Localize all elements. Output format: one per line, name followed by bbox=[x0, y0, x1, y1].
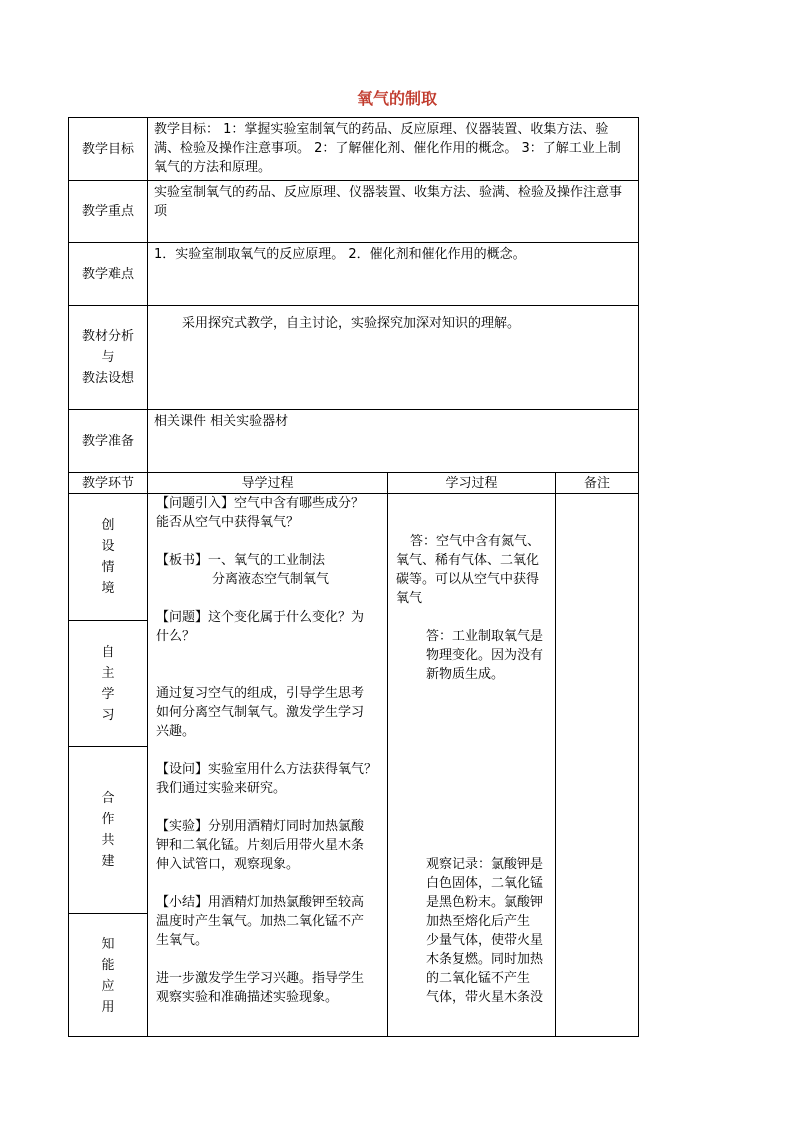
lesson-plan-table bbox=[68, 117, 639, 1037]
study-line: 答：工业制取氧气是 bbox=[426, 629, 544, 644]
study-line: 碳等。可以从空气中获得 bbox=[396, 572, 540, 587]
keypoints-label: 教学重点 bbox=[69, 181, 148, 243]
guide-line: 能否从空气中获得氧气？ bbox=[156, 515, 300, 530]
stage-collaborate: 合作共建 bbox=[69, 747, 147, 914]
header-stage: 教学环节 bbox=[69, 473, 148, 494]
study-cell bbox=[388, 494, 556, 1037]
guide-line: 我们通过实验来研究。 bbox=[156, 781, 287, 796]
guide-line: 进一步激发学生学习兴趣。指导学生 bbox=[156, 971, 365, 986]
objectives-text: 教学目标： 1：掌握实验室制氧气的药品、反应原理、仪器装置、收集方法、验满、检验及操作注意事项。 2：了解催化剂、催化作用的概念。 3：了解工业上制氧气的方法和原理。 bbox=[148, 118, 639, 181]
guide-line: 伸入试管口，观察现象。 bbox=[156, 857, 300, 872]
study-line: 观察记录：氯酸钾是 bbox=[426, 857, 544, 872]
study-line: 是黑色粉末。氯酸钾 bbox=[426, 895, 544, 910]
study-line: 新物质生成。 bbox=[426, 667, 505, 682]
analysis-label-line3: 教法设想 bbox=[81, 371, 134, 386]
objectives-label: 教学目标 bbox=[69, 118, 148, 181]
flow-header-row bbox=[69, 473, 639, 494]
keypoints-text: 实验室制氧气的药品、反应原理、仪器装置、收集方法、验满、检验及操作注意事项 bbox=[148, 181, 639, 243]
study-line: 答：空气中含有氮气、 bbox=[410, 534, 541, 549]
guide-line: 生氧气。 bbox=[156, 933, 209, 948]
guide-line: 兴趣。 bbox=[156, 724, 196, 739]
guide-line: 【小结】用酒精灯加热氯酸钾至较高 bbox=[156, 895, 365, 910]
difficulties-text: 1．实验室制取氧气的反应原理。 2．催化剂和催化作用的概念。 bbox=[148, 243, 639, 306]
header-study: 学习过程 bbox=[388, 473, 556, 494]
preparation-label: 教学准备 bbox=[69, 410, 148, 473]
preparation-text: 相关课件 相关实验器材 bbox=[148, 410, 639, 473]
difficulties-label: 教学难点 bbox=[69, 243, 148, 306]
study-line: 加热至熔化后产生 bbox=[426, 914, 531, 929]
flow-body-row bbox=[69, 494, 639, 1037]
difficulties-row bbox=[69, 243, 639, 306]
stage-apply: 知能应用 bbox=[101, 936, 115, 1015]
study-line: 白色固体，二氧化锰 bbox=[426, 876, 544, 891]
preparation-row bbox=[69, 410, 639, 473]
study-line: 氧气 bbox=[396, 591, 423, 606]
page-title: 氧气的制取 bbox=[356, 89, 437, 108]
study-line: 氧气、稀有气体、二氧化 bbox=[396, 553, 540, 568]
guide-line: 【实验】分别用酒精灯同时加热氯酸 bbox=[156, 819, 365, 834]
stage-self-study: 自主学习 bbox=[69, 621, 147, 747]
guide-line: 什么？ bbox=[156, 629, 196, 644]
note-cell bbox=[556, 494, 639, 1037]
guide-line: 温度时产生氧气。加热二氧化锰不产 bbox=[156, 914, 365, 929]
header-note: 备注 bbox=[556, 473, 639, 494]
guide-line: 【问题引入】空气中含有哪些成分？ bbox=[156, 496, 365, 511]
guide-line: 观察实验和准确描述实验现象。 bbox=[156, 990, 339, 1005]
guide-line: 【问题】这个变化属于什么变化？为 bbox=[156, 610, 365, 625]
study-line: 物理变化。因为没有 bbox=[426, 648, 544, 663]
analysis-text: 采用探究式教学，自主讨论，实验探究加深对知识的理解。 bbox=[148, 306, 639, 410]
objectives-row bbox=[69, 118, 639, 181]
study-line: 的二氧化锰不产生 bbox=[426, 971, 531, 986]
analysis-label-line2: 与 bbox=[101, 350, 115, 365]
header-guide: 导学过程 bbox=[148, 473, 388, 494]
study-line: 木条复燃。同时加热 bbox=[426, 952, 544, 967]
guide-line: 通过复习空气的组成，引导学生思考 bbox=[156, 686, 365, 701]
study-line: 气体，带火星木条没 bbox=[426, 990, 544, 1005]
study-line: 少量气体，使带火星 bbox=[426, 933, 544, 948]
guide-line: 【设问】实验室用什么方法获得氧气？ bbox=[156, 762, 378, 777]
guide-line: 分离液态空气制氧气 bbox=[212, 572, 330, 587]
analysis-row bbox=[69, 306, 639, 410]
analysis-label-line1: 教材分析 bbox=[81, 329, 134, 344]
guide-cell bbox=[148, 494, 388, 1037]
keypoints-row bbox=[69, 181, 639, 243]
guide-line: 钾和二氧化锰。片刻后用带火星木条 bbox=[156, 838, 365, 853]
guide-line: 如何分离空气制氧气。激发学生学习 bbox=[156, 705, 365, 720]
stage-create-context: 创设情境 bbox=[69, 494, 147, 621]
guide-line: 【板书】一、氧气的工业制法 bbox=[156, 553, 326, 568]
analysis-label bbox=[69, 306, 148, 410]
stages-cell bbox=[69, 494, 148, 1037]
